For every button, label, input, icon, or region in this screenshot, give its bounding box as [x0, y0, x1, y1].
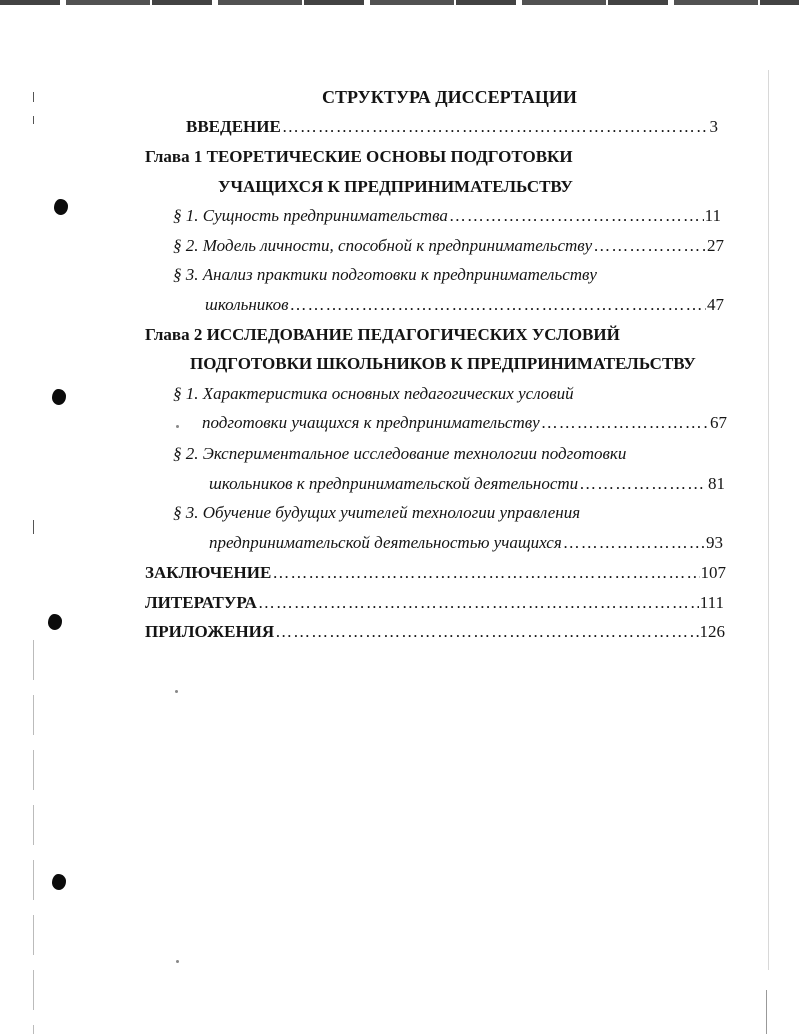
toc-label: ВВЕДЕНИЕ	[186, 117, 281, 136]
toc-leader	[449, 205, 704, 227]
toc-label: школьников к предпринимательской деятельности	[209, 474, 579, 493]
toc-entry-chapter2-section1-line1[interactable]: § 1. Характеристика основных педагогических условий	[173, 384, 574, 403]
toc-entry-literature[interactable]	[145, 592, 724, 614]
scan-left-edge	[33, 640, 34, 1034]
toc-leader	[289, 294, 706, 316]
toc-label: школьников	[205, 295, 289, 314]
toc-entry-chapter2-section2[interactable]	[209, 473, 725, 495]
scan-top-edge	[0, 0, 799, 5]
scan-right-edge-mark	[766, 990, 767, 1034]
toc-label: предпринимательской деятельностью учащихся	[209, 533, 562, 552]
toc-page-number: 67	[710, 413, 727, 432]
scan-right-edge	[768, 70, 769, 970]
toc-label: ЗАКЛЮЧЕНИЕ	[145, 563, 272, 582]
punch-hole	[52, 874, 66, 890]
scan-mark	[33, 520, 34, 534]
toc-leader	[275, 621, 698, 643]
toc-entry-conclusion[interactable]	[145, 562, 726, 584]
toc-label: ЛИТЕРАТУРА	[145, 593, 257, 612]
toc-leader	[282, 116, 709, 138]
toc-page-number: 81	[708, 474, 725, 493]
chapter-1-heading[interactable]: Глава 1 ТЕОРЕТИЧЕСКИЕ ОСНОВЫ ПОДГОТОВКИ	[145, 147, 573, 166]
chapter-1-heading-continued[interactable]: УЧАЩИХСЯ К ПРЕДПРИНИМАТЕЛЬСТВУ	[218, 177, 573, 196]
scan-mark	[33, 116, 34, 124]
toc-entry-chapter2-section3-line1[interactable]: § 3. Обучение будущих учителей технологии управления	[173, 503, 581, 522]
scan-speck	[176, 425, 179, 428]
toc-page-number: 111	[699, 593, 724, 612]
scan-speck	[176, 960, 179, 963]
toc-leader	[258, 592, 699, 614]
punch-hole	[52, 389, 66, 405]
toc-entry-introduction[interactable]	[186, 116, 718, 138]
punch-hole	[48, 614, 62, 630]
toc-leader	[272, 562, 699, 584]
toc-page-number: 126	[699, 622, 725, 641]
toc-page-number: 93	[706, 533, 723, 552]
toc-label: подготовки учащихся к предпринимательству	[202, 413, 540, 432]
scan-mark	[33, 92, 34, 102]
toc-page-number: 27	[707, 236, 724, 255]
toc-entry-appendices[interactable]	[145, 621, 725, 643]
toc-label: § 1. Сущность предпринимательства	[173, 206, 448, 225]
chapter-2-heading[interactable]: Глава 2 ИССЛЕДОВАНИЕ ПЕДАГОГИЧЕСКИХ УСЛОВИЙ	[145, 325, 620, 344]
toc-leader	[563, 532, 705, 554]
toc-entry-chapter2-section1[interactable]	[202, 412, 727, 434]
toc-entry-chapter2-section3[interactable]	[209, 532, 723, 554]
toc-page-number: 3	[709, 117, 718, 136]
toc-page-number: 47	[707, 295, 724, 314]
toc-page-number: 11	[704, 206, 721, 225]
toc-label: § 2. Модель личности, способной к предпринимательству	[173, 236, 593, 255]
toc-leader	[541, 412, 709, 434]
toc-entry-chapter1-section1[interactable]	[173, 205, 721, 227]
toc-entry-chapter1-section3[interactable]	[205, 294, 724, 316]
toc-entry-chapter2-section2-line1[interactable]: § 2. Экспериментальное исследование технологии подготовки	[173, 444, 627, 463]
toc-leader	[579, 473, 707, 495]
toc-entry-chapter1-section2[interactable]	[173, 235, 724, 257]
document-title: СТРУКТУРА ДИССЕРТАЦИИ	[322, 87, 577, 107]
chapter-2-heading-continued[interactable]: ПОДГОТОВКИ ШКОЛЬНИКОВ К ПРЕДПРИНИМАТЕЛЬСТВУ	[190, 354, 696, 373]
toc-label: ПРИЛОЖЕНИЯ	[145, 622, 275, 641]
scan-speck	[175, 690, 178, 693]
toc-entry-chapter1-section3-line1[interactable]: § 3. Анализ практики подготовки к предпринимательству	[173, 265, 597, 284]
punch-hole	[54, 199, 68, 215]
toc-leader	[593, 235, 706, 257]
toc-page-number: 107	[700, 563, 726, 582]
